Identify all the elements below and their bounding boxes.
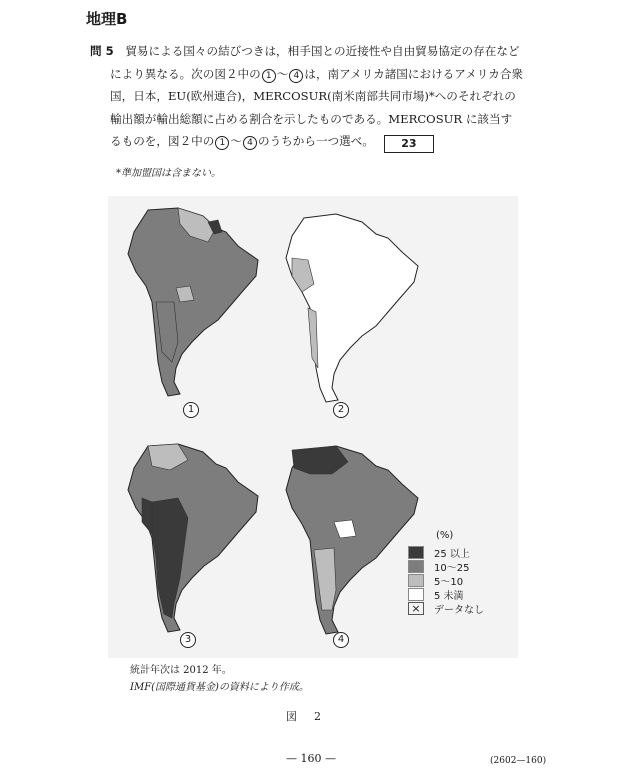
legend-label: 10～25 [434, 562, 470, 574]
question-line-2b: 〜 [276, 66, 289, 81]
question-line-4: 輸出額が輸出総額に占める割合を示したものである。MERCOSUR に該当す [110, 111, 513, 126]
source-origin: IMF(国際通貨基金)の資料により作成。 [130, 682, 309, 693]
question-line-5c: のうちから一つ選べ。 [257, 134, 374, 148]
map-3-label: 3 [180, 632, 196, 648]
legend-label: 25 以上 [434, 548, 470, 560]
map-1 [118, 202, 268, 402]
legend-swatch [408, 588, 424, 601]
question-line-5a: るものを，図２中の [110, 134, 215, 148]
map-3-region-b [152, 498, 188, 618]
legend-row [408, 559, 484, 573]
legend-row [408, 545, 484, 559]
footnote: *準加盟国は含まない。 [116, 168, 221, 179]
choice-4-marker-b: 4 [243, 136, 257, 150]
exam-code: (2602—160) [490, 756, 547, 766]
legend [408, 530, 484, 615]
map-4-continent [286, 446, 418, 634]
question-line-3: 国，日本，EU(欧州連合)，MERCOSUR(南米南部共同市場)*へのそれぞれの [110, 89, 516, 103]
choice-1-marker-b: 1 [215, 136, 229, 150]
question-number: 問 5 [90, 44, 114, 58]
source-year: 統計年次は 2012 年。 [130, 665, 232, 676]
legend-swatch [408, 574, 424, 587]
question-line-5b: 〜 [230, 134, 242, 148]
map-4 [278, 440, 428, 640]
question-text [90, 40, 550, 153]
map-2-label: 2 [333, 402, 349, 418]
legend-swatch [408, 560, 424, 573]
choice-4-marker: 4 [289, 69, 303, 83]
figure-caption: 図 2 [286, 710, 324, 723]
map-2 [278, 208, 428, 408]
legend-row-nodata [408, 601, 484, 615]
map-3 [118, 438, 268, 638]
question-line-2a: により異なる。次の図２中の [110, 66, 261, 81]
subject-title: 地理B [86, 10, 128, 28]
legend-row [408, 573, 484, 587]
question-line-2c: は，南アメリカ諸国におけるアメリカ合衆 [304, 66, 524, 81]
source-note [130, 662, 309, 696]
legend-label: 5～10 [434, 576, 464, 588]
choice-1-marker: 1 [262, 69, 276, 83]
legend-nodata-label: データなし [434, 604, 484, 616]
question-line-1: 貿易による国々の結びつきは，相手国との近接性や自由貿易協定の存在など [125, 44, 520, 58]
no-data-icon: × [408, 602, 424, 615]
answer-box[interactable]: 23 [384, 135, 434, 153]
legend-label: 5 未満 [434, 590, 464, 602]
map-4-label: 4 [333, 632, 349, 648]
legend-swatch [408, 546, 424, 559]
map-2-continent [286, 214, 418, 402]
page-number: — 160 — [286, 752, 336, 765]
map-3-region-c [142, 498, 152, 534]
legend-unit: (%) [436, 530, 454, 541]
map-3-continent [128, 444, 258, 632]
map-1-label: 1 [183, 402, 199, 418]
legend-row [408, 587, 484, 601]
